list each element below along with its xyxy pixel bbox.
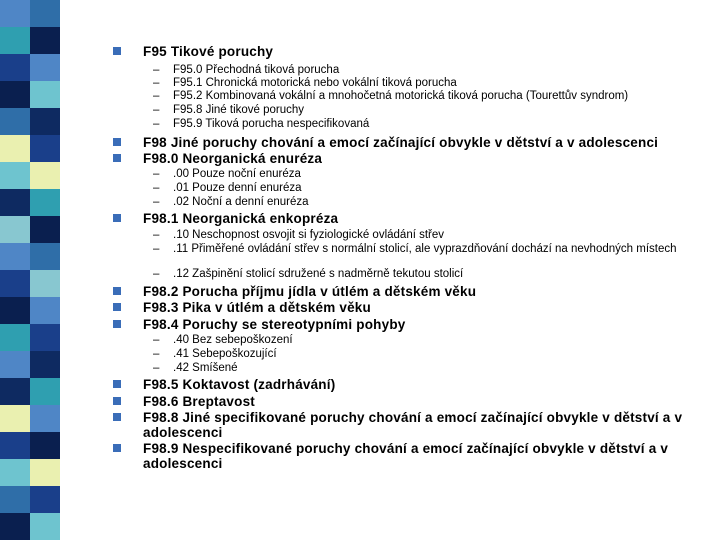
bullet-icon: [113, 380, 121, 388]
stripe-square: [30, 162, 60, 189]
stripe-square: [0, 135, 30, 162]
stripe-square: [0, 0, 30, 27]
bullet-icon: [113, 303, 121, 311]
dash-icon: –: [153, 229, 160, 241]
stripe-square: [30, 81, 60, 108]
stripe-square: [30, 324, 60, 351]
dash-icon: –: [153, 182, 160, 194]
dash-icon: –: [153, 118, 160, 130]
stripe-square: [30, 378, 60, 405]
stripe-square: [30, 54, 60, 81]
bullet-icon: [113, 320, 121, 328]
stripe-square: [0, 243, 30, 270]
dash-icon: –: [153, 243, 160, 255]
dash-icon: –: [153, 64, 160, 76]
bullet-icon: [113, 138, 121, 146]
stripe-square: [0, 378, 30, 405]
stripe-square: [0, 189, 30, 216]
bullet-icon: [113, 214, 121, 222]
stripe-square: [30, 513, 60, 540]
stripe-square: [30, 108, 60, 135]
slide-content: F95 Tikové poruchy – F95.0 Přechodná tiková porucha – F95.1 Chronická motorická nebo vokální tiková porucha – F95.2 Kombinovaná vokální a mnohočetná motorická tiková porucha (Tourettův syndrom) – F95.8 Jiné tikové poruchy – F95.9 Tiková porucha nespecifikovaná F98 Jiné poruchy chování a emocí začínající obvykle v dětství a v adolescenci F98.0 Neorganická enuréza – .00 Pouze noční enuréza – .01 Pouze denní enuréza – .02 Noční a denní enuréza F98.1 Neorganická enkopréza – .10 Neschopnost osvojit si fyziologické ovládání střev – .11 Přiměřené ovládání střev s normální stolicí, ale vyprazdňování dochází na nevhodných místech – .12 Zašpinění stolicí sdružené s nadměrně tekutou stolicí F98.2 Porucha příjmu jídla v útlém a dětském věku F98.3 Pika v útlém a dětském věku F98.4 Poruchy se stereotypními pohyby – .40 Bez sebepoškození – .41 Sebepoškozující – .42 Smíšené F98.5 Koktavost (zadrhávání) F98.6 Breptavost F98.8 Jiné specifikované poruchy chování a emocí začínající obvykle v dětství a v adolescenci F98.9 Nespecifikované poruchy chování a emocí začínající obvykle v dětství a v adolescenci: [113, 0, 713, 540]
stripe-square: [30, 405, 60, 432]
stripe-square: [30, 297, 60, 324]
bullet-icon: [113, 47, 121, 55]
dash-icon: –: [153, 334, 160, 346]
stripe-square: [30, 135, 60, 162]
stripe-square: [0, 297, 30, 324]
bullet-icon: [113, 413, 121, 421]
stripe-square: [0, 513, 30, 540]
bullet-icon: [113, 444, 121, 452]
stripe-square: [30, 189, 60, 216]
stripe-square: [30, 0, 60, 27]
stripe-square: [30, 27, 60, 54]
dash-icon: –: [153, 196, 160, 208]
bullet-icon: [113, 287, 121, 295]
stripe-square: [0, 432, 30, 459]
stripe-square: [30, 351, 60, 378]
stripe-square: [0, 54, 30, 81]
dash-icon: –: [153, 104, 160, 116]
stripe-square: [30, 459, 60, 486]
stripe-square: [30, 243, 60, 270]
stripe-square: [0, 108, 30, 135]
stripe-square: [30, 432, 60, 459]
stripe-square: [30, 486, 60, 513]
decorative-stripe: [0, 0, 60, 540]
dash-icon: –: [153, 90, 160, 102]
stripe-square: [0, 81, 30, 108]
dash-icon: –: [153, 77, 160, 89]
stripe-square: [0, 270, 30, 297]
dash-icon: –: [153, 268, 160, 280]
stripe-square: [30, 270, 60, 297]
dash-icon: –: [153, 348, 160, 360]
bullet-icon: [113, 154, 121, 162]
stripe-square: [0, 486, 30, 513]
dash-icon: –: [153, 362, 160, 374]
dash-icon: –: [153, 168, 160, 180]
stripe-square: [0, 405, 30, 432]
stripe-square: [0, 162, 30, 189]
stripe-square: [0, 27, 30, 54]
stripe-square: [0, 216, 30, 243]
stripe-square: [0, 351, 30, 378]
stripe-square: [0, 459, 30, 486]
bullet-icon: [113, 397, 121, 405]
stripe-square: [0, 324, 30, 351]
stripe-square: [30, 216, 60, 243]
